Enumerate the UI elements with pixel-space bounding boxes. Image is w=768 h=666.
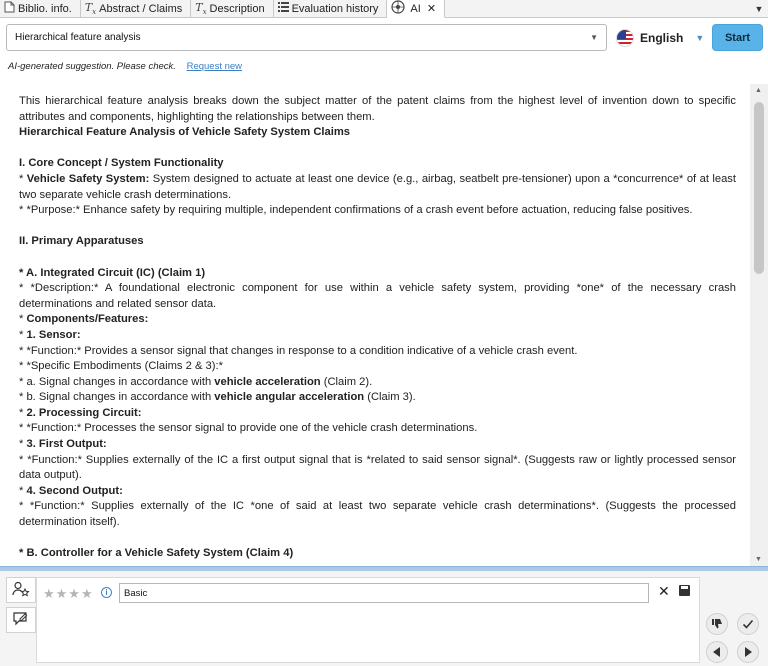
thumbs-down-icon: [711, 618, 723, 630]
list-item: * *Description:* A foundational electronic component for use within a vehicle safety system, providing *one* of the necessary crash determinations and related sensor data.: [19, 282, 736, 310]
analysis-heading: Hierarchical Feature Analysis of Vehicle Safety System Claims: [19, 126, 351, 139]
tab-menu-chevron-down-icon[interactable]: ▼: [754, 3, 764, 14]
list-item: * b. Signal changes in accordance with vehicle angular acceleration (Claim 3).: [19, 391, 416, 404]
save-icon[interactable]: [679, 585, 690, 596]
tab-ai[interactable]: [387, 0, 445, 18]
request-new-link[interactable]: Request new: [186, 61, 243, 72]
list-item: * 2. Processing Circuit:: [19, 406, 142, 419]
ai-icon: [391, 0, 407, 17]
scrollbar-thumb[interactable]: [754, 102, 764, 274]
ai-notice: [8, 61, 242, 72]
tab-evaluation-history[interactable]: [274, 0, 388, 17]
list-item: * Components/Features:: [19, 313, 149, 326]
close-icon[interactable]: ✕: [426, 3, 437, 15]
list-item: * 3. First Output:: [19, 438, 107, 451]
previous-button[interactable]: [706, 641, 728, 663]
list-item: * 4. Second Output:: [19, 484, 123, 497]
confirm-button[interactable]: [737, 613, 759, 635]
intro-text: This hierarchical feature analysis breaks down the subject matter of the patent claims from the highest level of invention down to specific attributes and components, highlighting the relationships between them.: [19, 95, 736, 123]
section-1-title: I. Core Concept / System Functionality: [19, 157, 224, 170]
tab-label: Evaluation history: [291, 2, 379, 15]
check-icon: [742, 618, 754, 630]
rating-text-input[interactable]: Basic: [119, 583, 649, 603]
us-flag-icon: [616, 29, 634, 47]
clear-format-icon: $T_x$: [195, 0, 207, 17]
section-2-title: II. Primary Apparatuses: [19, 235, 144, 248]
tab-label: Abstract / Claims: [99, 2, 183, 15]
tab-description[interactable]: [191, 0, 273, 17]
tab-label: Description: [209, 2, 265, 15]
analysis-content: [0, 90, 750, 560]
scroll-down-icon[interactable]: ▼: [755, 556, 762, 563]
list-item: * a. Signal changes in accordance with vehicle acceleration (Claim 2).: [19, 375, 373, 388]
analysis-type-value: Hierarchical feature analysis: [15, 32, 141, 43]
rating-area: [0, 571, 768, 666]
tab-abstract-claims[interactable]: [81, 0, 191, 17]
user-rating-button[interactable]: [6, 577, 36, 603]
list-icon: [278, 2, 289, 15]
user-star-icon: [12, 581, 30, 600]
tab-label: AI: [410, 2, 421, 15]
next-button[interactable]: [737, 641, 759, 663]
triangle-right-icon: [742, 646, 754, 658]
thumbs-down-button[interactable]: [706, 613, 728, 635]
list-item: * *Function:* Supplies externally of the IC a first output signal that is *related to said sensor signal*. (Suggests raw or lightly processed sensor data output).: [19, 453, 736, 482]
language-label: English: [640, 31, 684, 45]
rating-panel: [36, 577, 700, 663]
comment-edit-icon: [12, 611, 30, 630]
subsection-a-title: * A. Integrated Circuit (IC) (Claim 1): [19, 266, 206, 279]
tab-biblio-info[interactable]: [0, 0, 81, 17]
start-button[interactable]: Start: [712, 24, 763, 51]
clear-icon[interactable]: ✕: [658, 583, 670, 599]
star-rating[interactable]: ★★★★: [43, 586, 94, 601]
clear-format-icon: $T_x$: [84, 0, 97, 17]
content-scrollbar[interactable]: [750, 84, 768, 566]
list-item: * 1. Sensor:: [19, 328, 81, 341]
chevron-down-icon: ▼: [590, 33, 598, 42]
scroll-up-icon[interactable]: ▲: [755, 87, 762, 94]
triangle-left-icon: [711, 646, 723, 658]
tab-label: Biblio. info.: [18, 2, 72, 15]
ai-notice-text: AI-generated suggestion. Please check.: [8, 61, 176, 72]
chevron-down-icon: ▼: [695, 33, 705, 43]
comment-button[interactable]: [6, 607, 36, 633]
info-icon[interactable]: i: [101, 587, 112, 598]
analysis-type-select[interactable]: [6, 24, 607, 51]
language-select[interactable]: [616, 28, 704, 48]
list-item: * Vehicle Safety System: System designed to actuate at least one device (e.g., airbag, seatbelt pre-tensioner) upon a *concurrence* of at least two separate vehicle crash determinations.: [19, 172, 736, 201]
subsection-b-title: * B. Controller for a Vehicle Safety System (Claim 4): [19, 547, 294, 560]
list-item: * *Purpose:* Enhance safety by requiring multiple, independent confirmations of a crash event before actuation, reducing false positives.: [19, 204, 693, 217]
list-item: * *Function:* Supplies externally of the IC *one of said at least two separate vehicle crash determinations*. (Suggests the processed determination itself).: [19, 500, 736, 529]
list-item: * *Specific Embodiments (Claims 2 & 3):*: [19, 360, 223, 373]
list-item: * *Function:* Provides a sensor signal that changes in response to a condition indicative of a vehicle crash event.: [19, 344, 578, 357]
list-item: * *Function:* Processes the sensor signal to provide one of the vehicle crash determinations.: [19, 422, 478, 435]
document-icon: [4, 1, 15, 16]
tab-bar: [0, 0, 768, 18]
